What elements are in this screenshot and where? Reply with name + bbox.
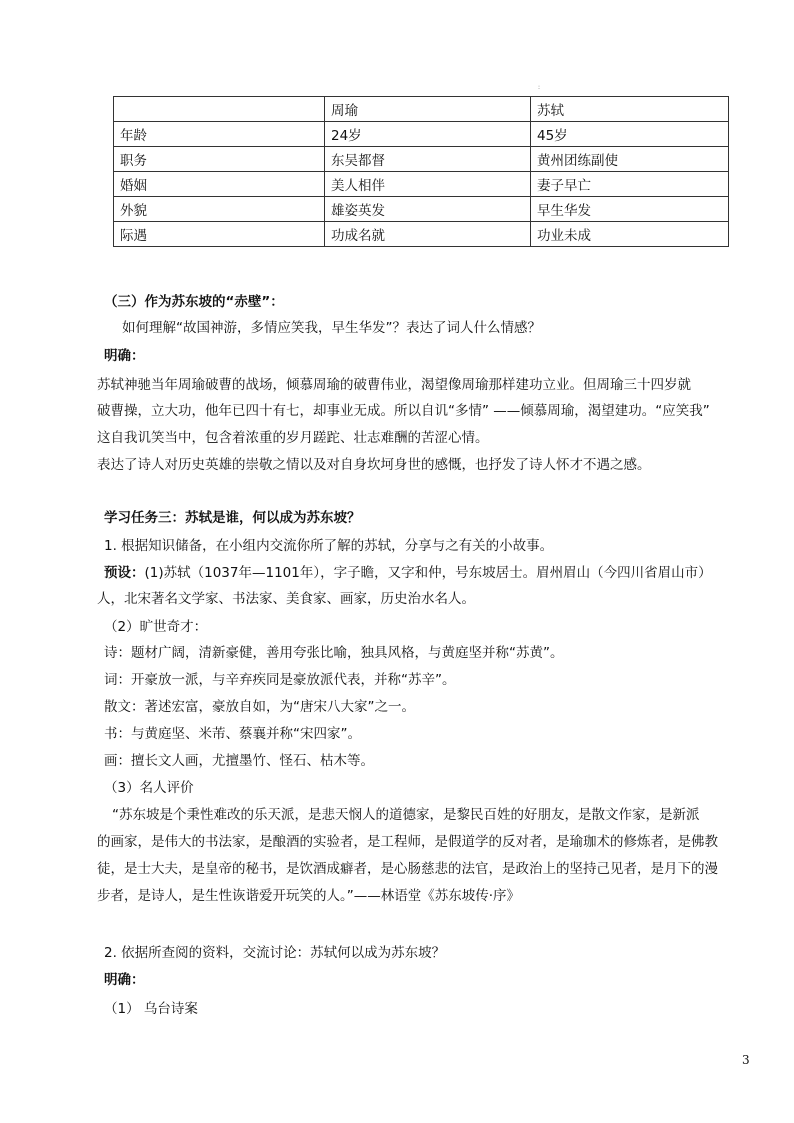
table-cell: 周瑜 <box>325 97 531 122</box>
task3-item1: 1. 根据知识储备，在小组内交流你所了解的苏轼，分享与之有关的小故事。 <box>104 538 554 554</box>
table-header-row <box>114 97 729 122</box>
section3-paragraph-line: 破曹操，立大功，他年已四十有七，却事业无成。所以自讥“多情” ——倾慕周瑜，渴望建功。“应笑我” <box>97 403 710 419</box>
task3-subitem: （1） 乌台诗案 <box>104 1001 198 1017</box>
table-cell: 外貌 <box>114 197 325 222</box>
section3-answer-label: 明确： <box>104 348 145 364</box>
table-cell: 妻子早亡 <box>531 172 729 197</box>
prose-line: 散文：著述宏富，豪放自如，为“唐宋八大家”之一。 <box>104 699 415 715</box>
table-cell: 年龄 <box>114 122 325 147</box>
calligraphy-line: 书：与黄庭坚、米芾、蔡襄并称“宋四家”。 <box>104 726 361 742</box>
quote-line: 步者，是诗人，是生性诙谐爱开玩笑的人。”——林语堂《苏东坡传·序》 <box>97 888 521 904</box>
preset-text: (1)苏轼（1037年—1101年），字子瞻，又字和仲，号东坡居士。眉州眉山（今四川省眉山市） <box>144 565 712 581</box>
section3-title: （三）作为苏东坡的“赤壁”： <box>104 294 284 310</box>
section3-question: 如何理解“故国神游，多情应笑我，早生华发”？表达了词人什么情感？ <box>122 320 541 336</box>
table-row <box>114 222 729 247</box>
table-cell: 婚姻 <box>114 172 325 197</box>
section3-paragraph-line: 这自我讥笑当中，包含着浓重的岁月蹉跎、壮志难酬的苦涩心情。 <box>97 430 489 446</box>
page-number: 3 <box>742 1053 750 1067</box>
table-cell: 24岁 <box>325 122 531 147</box>
table-cell: 45岁 <box>531 122 729 147</box>
table-cell: 际遇 <box>114 222 325 247</box>
table-cell <box>114 97 325 122</box>
table-cell: 苏轼 <box>531 97 729 122</box>
quote-line: 徒，是士大夫，是皇帝的秘书，是饮酒成癖者，是心肠慈悲的法官，是政治上的坚持己见者，是月下的漫 <box>97 861 718 877</box>
talent-title: （2）旷世奇才： <box>104 619 208 635</box>
comparison-table <box>113 96 729 247</box>
preset-line-2: 人，北宋著名文学家、书法家、美食家、画家，历史治水名人。 <box>97 591 475 607</box>
table-cell: 职务 <box>114 147 325 172</box>
section3-conclusion: 表达了诗人对历史英雄的崇敬之情以及对自身坎坷身世的感慨，也抒发了诗人怀才不遇之感。 <box>97 457 651 473</box>
table-cell: 黄州团练副使 <box>531 147 729 172</box>
preset-label: 预设： <box>104 565 145 581</box>
table-row <box>114 147 729 172</box>
table-row <box>114 172 729 197</box>
section3-paragraph-line: 苏轼神驰当年周瑜破曹的战场，倾慕周瑜的破曹伟业，渴望像周瑜那样建功立业。但周瑜三十四岁就 <box>97 377 691 393</box>
table-cell: 早生华发 <box>531 197 729 222</box>
task3-answer-label: 明确： <box>104 972 145 988</box>
quote-line: 的画家，是伟大的书法家，是酿酒的实验者，是工程师，是假道学的反对者，是瑜珈术的修炼者，是佛教 <box>97 834 718 850</box>
task3-title: 学习任务三：苏轼是谁，何以成为苏东坡？ <box>104 510 361 526</box>
review-title: （3）名人评价 <box>104 780 194 796</box>
header-mark: : <box>538 84 541 91</box>
table-cell: 东吴都督 <box>325 147 531 172</box>
preset-line <box>104 563 712 583</box>
quote-line: “苏东坡是个秉性难改的乐天派，是悲天悯人的道德家，是黎民百姓的好朋友，是散文作家，是新派 <box>112 807 700 823</box>
poetry-line: 诗：题材广阔，清新豪健，善用夸张比喻，独具风格，与黄庭坚并称“苏黄”。 <box>104 645 564 661</box>
table-cell: 美人相伴 <box>325 172 531 197</box>
table-row <box>114 122 729 147</box>
table-cell: 雄姿英发 <box>325 197 531 222</box>
table-cell: 功业未成 <box>531 222 729 247</box>
table-row <box>114 197 729 222</box>
task3-item2: 2. 依据所查阅的资料，交流讨论：苏轼何以成为苏东坡？ <box>104 945 446 961</box>
painting-line: 画：擅长文人画，尤擅墨竹、怪石、枯木等。 <box>104 753 374 769</box>
table-cell: 功成名就 <box>325 222 531 247</box>
ci-line: 词：开豪放一派，与辛弃疾同是豪放派代表，并称“苏辛”。 <box>104 672 456 688</box>
